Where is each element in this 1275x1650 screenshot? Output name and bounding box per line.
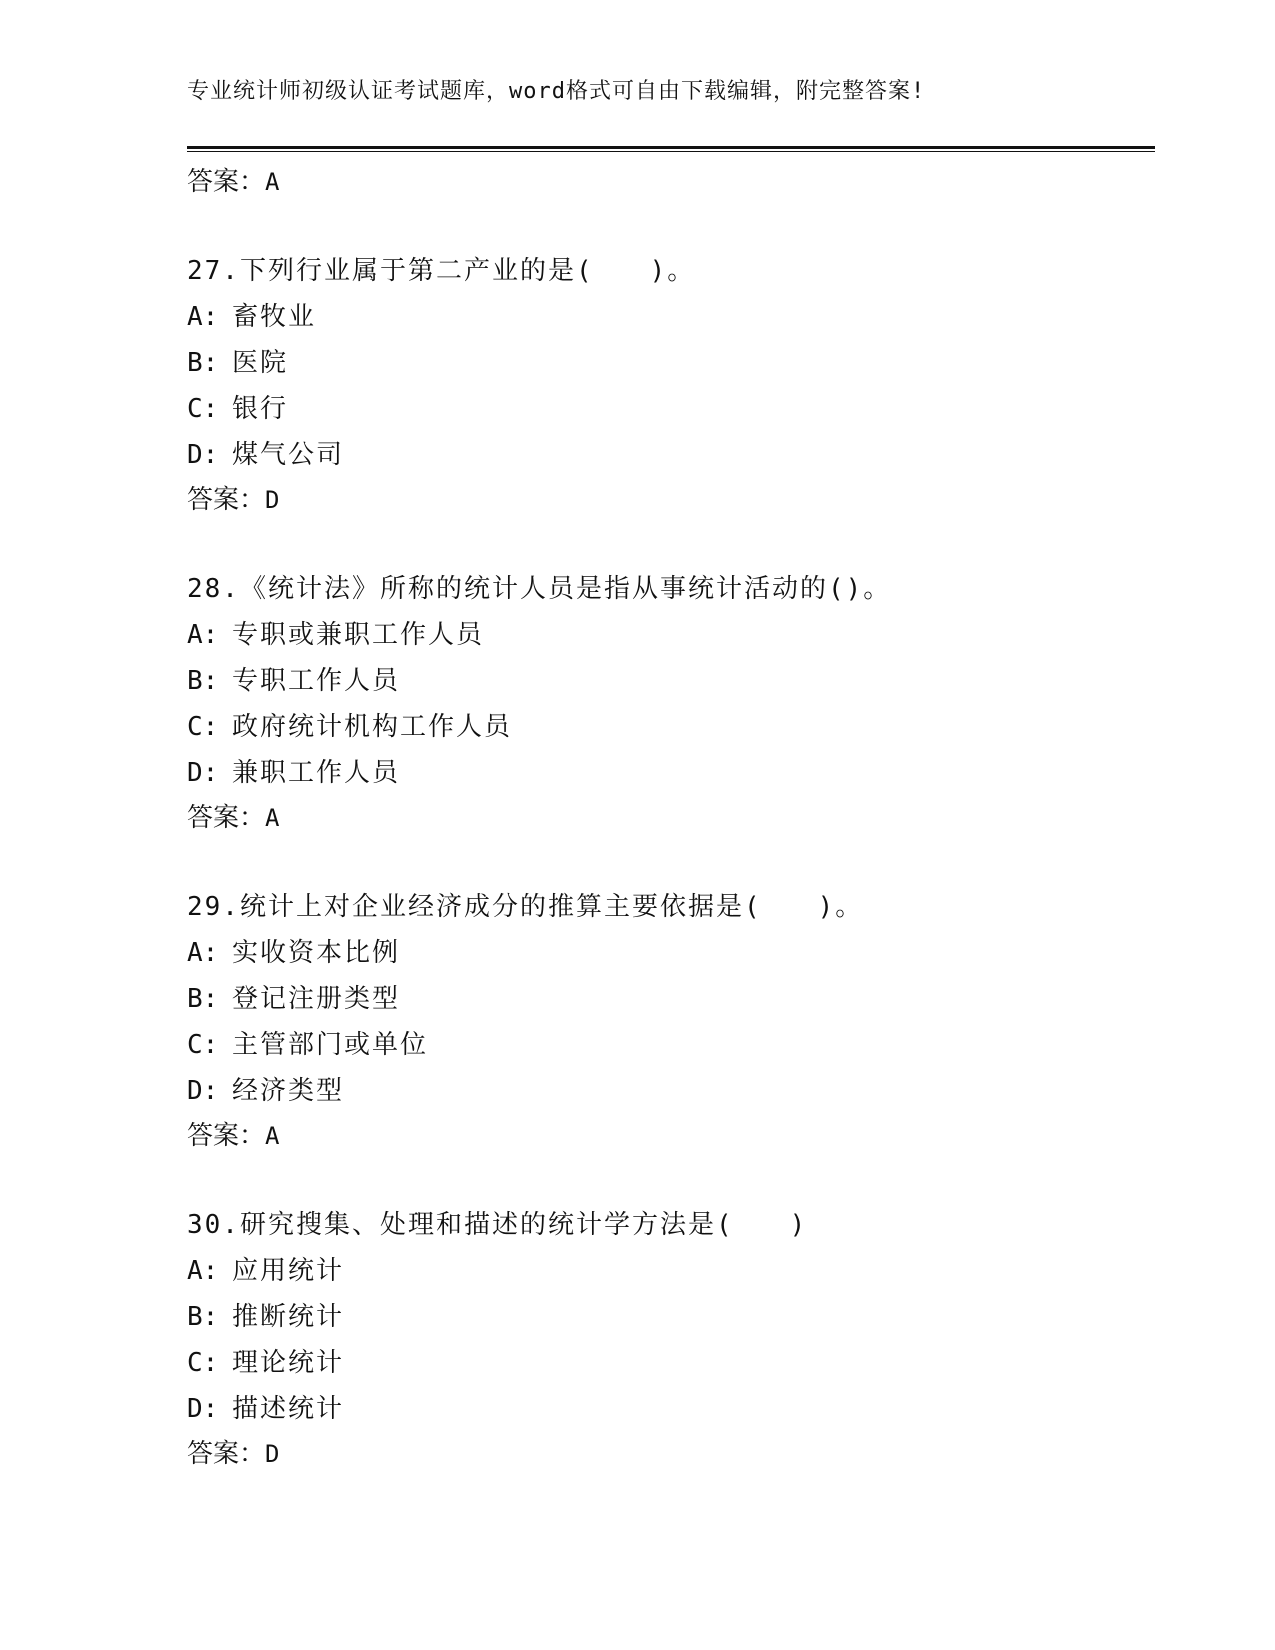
- question-block-29: [187, 884, 1155, 1159]
- option-c: [187, 1022, 1155, 1068]
- option-c: [187, 704, 1155, 750]
- answer-label: 答案：: [187, 803, 266, 833]
- option-key: C:: [187, 394, 219, 424]
- option-key: C:: [187, 1348, 219, 1378]
- option-text: 政府统计机构工作人员: [232, 712, 513, 742]
- option-key: D:: [187, 1394, 219, 1424]
- option-b: [187, 658, 1155, 704]
- option-text: 医院: [232, 348, 289, 378]
- answer-label: 答案：: [187, 485, 266, 515]
- option-text: 实收资本比例: [232, 938, 401, 968]
- option-text: 主管部门或单位: [232, 1030, 429, 1060]
- option-text: 专职或兼职工作人员: [232, 620, 485, 650]
- option-text: 银行: [232, 394, 289, 424]
- answer-letter: D: [265, 1440, 280, 1468]
- option-key: D:: [187, 440, 219, 470]
- answer-label: 答案：: [187, 167, 266, 197]
- option-text: 登记注册类型: [232, 984, 401, 1014]
- answer-label: 答案：: [187, 1439, 266, 1469]
- option-a: [187, 930, 1155, 976]
- option-key: B:: [187, 984, 219, 1014]
- option-a: [187, 294, 1155, 340]
- option-b: [187, 1294, 1155, 1340]
- option-d: [187, 1068, 1155, 1114]
- option-key: C:: [187, 712, 219, 742]
- option-d: [187, 432, 1155, 478]
- option-key: B:: [187, 348, 219, 378]
- option-a: [187, 612, 1155, 658]
- answer-letter: A: [265, 1122, 280, 1150]
- option-c: [187, 386, 1155, 432]
- option-b: [187, 340, 1155, 386]
- option-key: A:: [187, 302, 219, 332]
- option-key: D:: [187, 1076, 219, 1106]
- option-key: A:: [187, 620, 219, 650]
- answer-line: [187, 1114, 1155, 1159]
- option-key: C:: [187, 1030, 219, 1060]
- answer-line: [187, 796, 1155, 841]
- question-block-27: [187, 248, 1155, 523]
- header-rule-thick: [187, 146, 1155, 149]
- option-text: 专职工作人员: [232, 666, 401, 696]
- option-b: [187, 976, 1155, 1022]
- option-text: 经济类型: [232, 1076, 345, 1106]
- question-block-30: [187, 1202, 1155, 1477]
- question-text: 29.统计上对企业经济成分的推算主要依据是( )。: [187, 892, 864, 922]
- question-text: 28.《统计法》所称的统计人员是指从事统计活动的()。: [187, 574, 892, 604]
- answer-letter: A: [265, 804, 280, 832]
- answer-line: [187, 1432, 1155, 1477]
- option-c: [187, 1340, 1155, 1386]
- option-key: B:: [187, 1302, 219, 1332]
- question-list: [187, 160, 1155, 1477]
- option-text: 理论统计: [232, 1348, 345, 1378]
- option-text: 描述统计: [232, 1394, 345, 1424]
- answer-label: 答案：: [187, 1121, 266, 1151]
- option-key: D:: [187, 758, 219, 788]
- option-text: 兼职工作人员: [232, 758, 401, 788]
- option-key: A:: [187, 1256, 219, 1286]
- answer-letter: A: [265, 168, 280, 196]
- answer-letter: D: [265, 486, 280, 514]
- option-key: B:: [187, 666, 219, 696]
- question-text: 30.研究搜集、处理和描述的统计学方法是( ): [187, 1210, 808, 1240]
- answer-line-26: [187, 160, 1155, 205]
- answer-line: [187, 478, 1155, 523]
- option-key: A:: [187, 938, 219, 968]
- option-a: [187, 1248, 1155, 1294]
- option-text: 煤气公司: [232, 440, 345, 470]
- option-d: [187, 750, 1155, 796]
- option-text: 推断统计: [232, 1302, 345, 1332]
- page-header: 专业统计师初级认证考试题库，word格式可自由下载编辑，附完整答案!: [187, 79, 926, 104]
- option-text: 畜牧业: [232, 302, 317, 332]
- question-block-28: [187, 566, 1155, 841]
- question-text: 27.下列行业属于第二产业的是( )。: [187, 256, 696, 286]
- option-text: 应用统计: [232, 1256, 345, 1286]
- option-d: [187, 1386, 1155, 1432]
- header-rule-thin: [187, 151, 1155, 152]
